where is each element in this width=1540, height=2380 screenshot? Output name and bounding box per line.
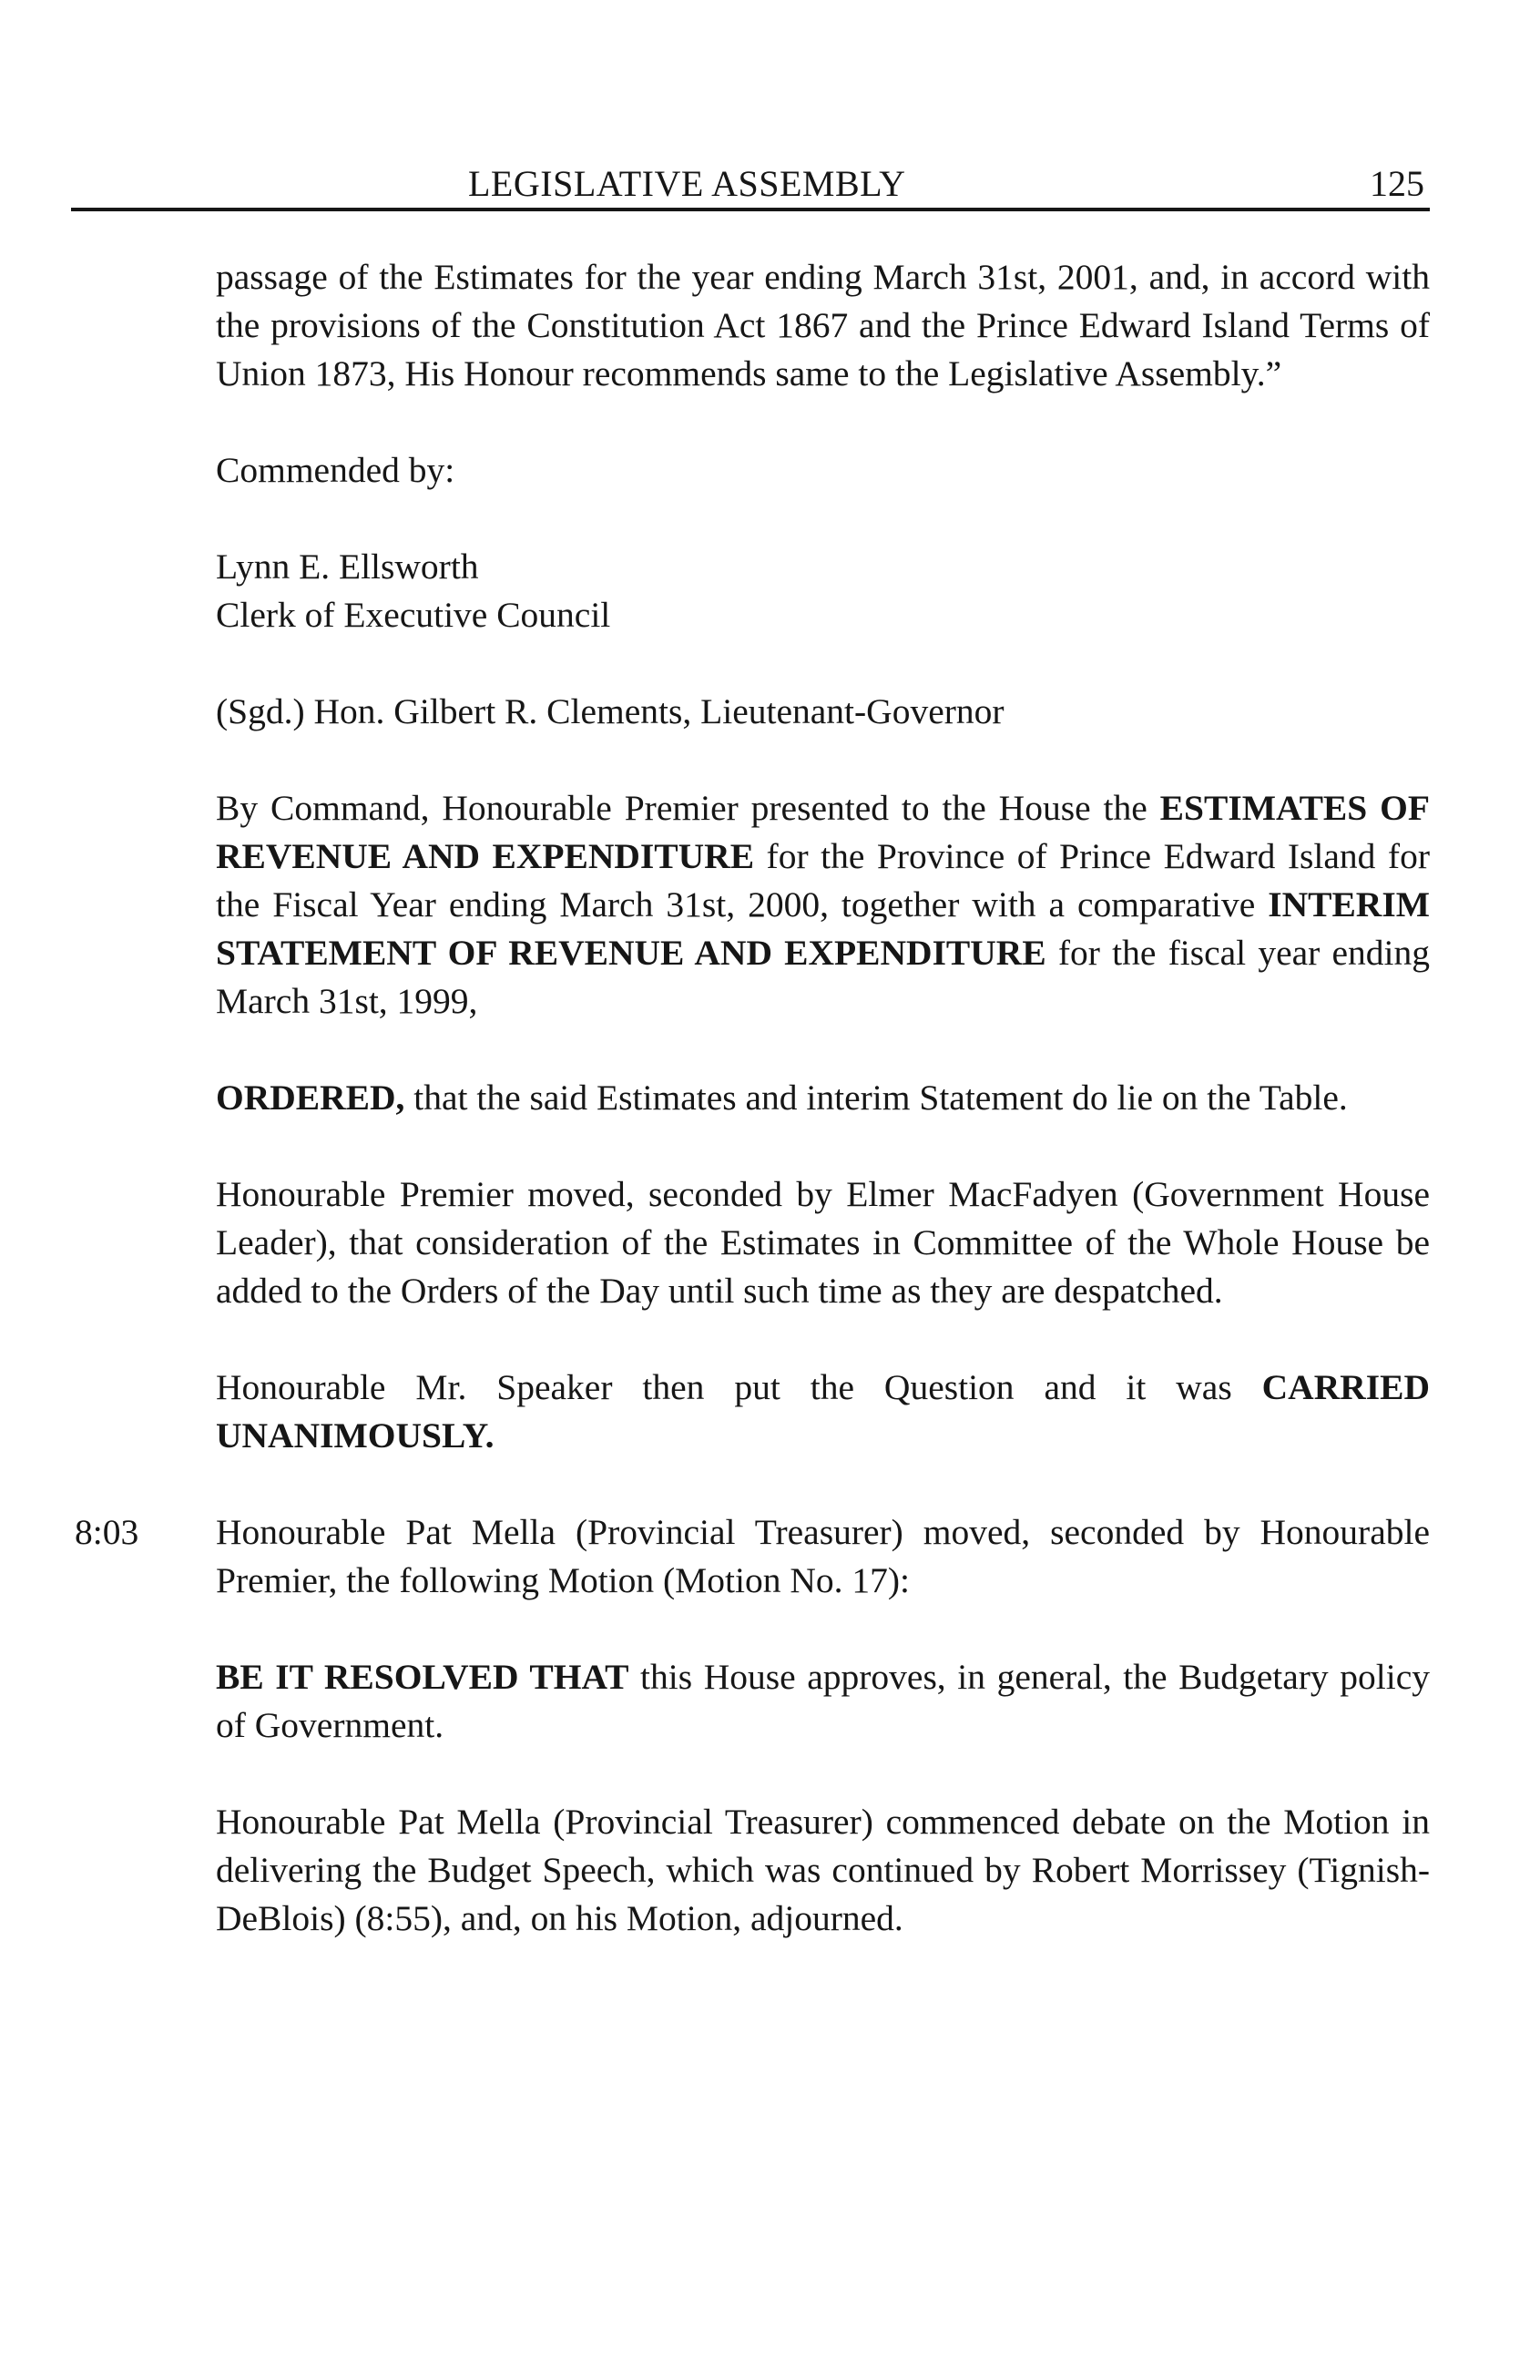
document-body bbox=[75, 253, 1430, 1991]
header-title: LEGISLATIVE ASSEMBLY bbox=[468, 163, 906, 204]
text-segment: By Command, Honourable Premier presented to the House the bbox=[216, 788, 1160, 828]
bold-segment: BE IT RESOLVED THAT bbox=[216, 1657, 629, 1697]
paragraph-question-carried bbox=[216, 1364, 1430, 1460]
motion-text: Honourable Pat Mella (Provincial Treasurer) moved, seconded by Honourable Premier, the following Motion (Motion No. 17): bbox=[216, 1512, 1430, 1600]
paragraph-ordered bbox=[216, 1074, 1430, 1122]
bold-segment: ESTIMATES OF REVENUE AND EXPENDITURE bbox=[216, 788, 1430, 876]
text-segment: for the Province of Prince Edward Island for the Fiscal Year ending March 31st, 2000, together with a comparative bbox=[216, 836, 1430, 924]
paragraph-premier-moved: Honourable Premier moved, seconded by Elmer MacFadyen (Government House Leader), that consideration of the Estimates in Committee of the Whole House be added to the Orders of the Day until such time as they are despatched. bbox=[216, 1174, 1430, 1311]
signer-title: Clerk of Executive Council bbox=[216, 595, 611, 635]
time-marker: 8:03 bbox=[75, 1512, 139, 1552]
commended-by-label: Commended by: bbox=[216, 450, 455, 490]
signed-line: (Sgd.) Hon. Gilbert R. Clements, Lieutenant-Governor bbox=[216, 691, 1005, 731]
text-segment: Honourable Mr. Speaker then put the Question and it was bbox=[216, 1367, 1262, 1407]
paragraph-by-command bbox=[216, 784, 1430, 1026]
paragraph-estimates-passage: passage of the Estimates for the year ending March 31st, 2001, and, in accord with the provisions of the Constitution Act 1867 and the Prince Edward Island Terms of Union 1873, His Honour recommends same to the Legislative Assembly.” bbox=[216, 257, 1430, 393]
text-segment: this House approves, in general, the Budgetary policy of Government. bbox=[216, 1657, 1430, 1745]
signer-name: Lynn E. Ellsworth bbox=[216, 546, 479, 587]
bold-segment: ORDERED, bbox=[216, 1078, 405, 1118]
paragraph-be-it-resolved bbox=[216, 1653, 1430, 1750]
page-number: 125 bbox=[1370, 163, 1424, 204]
text-segment: for the fiscal year ending March 31st, 1999, bbox=[216, 933, 1430, 1021]
page-header bbox=[71, 160, 1430, 211]
text-segment: that the said Estimates and interim Statement do lie on the Table. bbox=[404, 1078, 1348, 1118]
paragraph-budget-debate: Honourable Pat Mella (Provincial Treasurer) commenced debate on the Motion in delivering the Budget Speech, which was continued by Robert Morrissey (Tignish-DeBlois) (8:55), and, on his Motion, adjourned. bbox=[216, 1802, 1430, 1938]
paragraph-motion-17 bbox=[75, 1508, 1430, 1605]
bold-segment: INTERIM STATEMENT OF REVENUE AND EXPENDITURE bbox=[216, 884, 1430, 973]
bold-segment: CARRIED UNANIMOUSLY. bbox=[216, 1367, 1430, 1456]
